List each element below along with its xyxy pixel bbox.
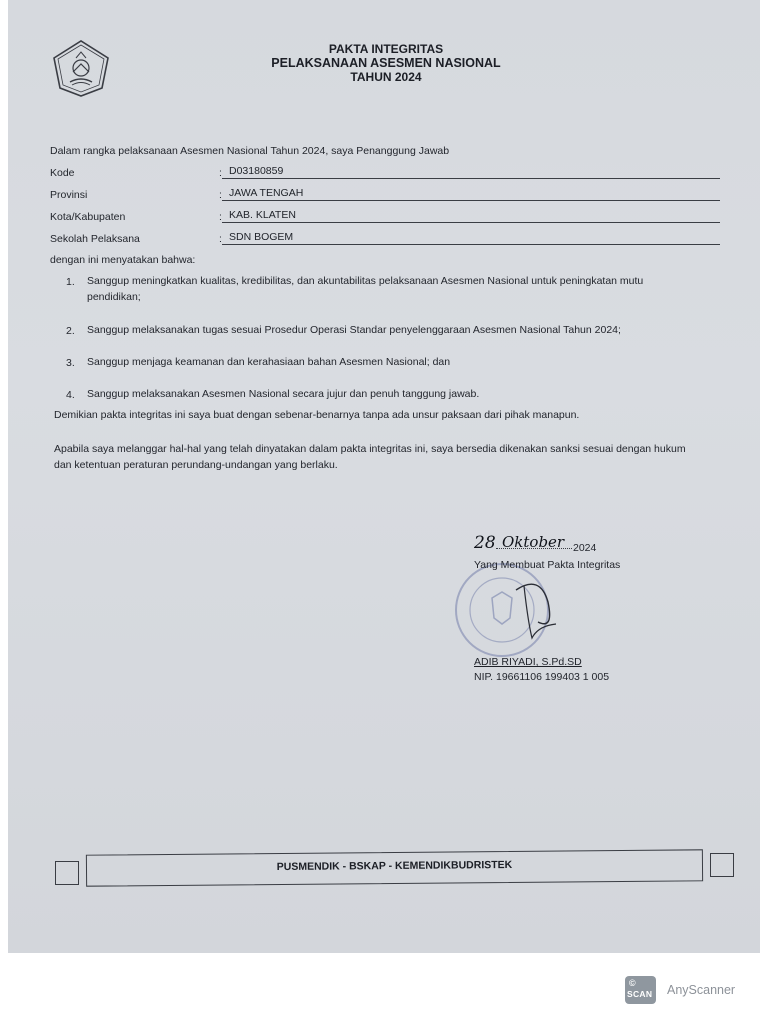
field-value-provinsi: JAWA TENGAH [229,187,304,199]
declaration-lead: dengan ini menyatakan bahwa: [50,254,196,266]
statement-text: Sanggup melaksanakan tugas sesuai Prosedur Operasi Standar penyelenggaraan Asesmen Nasional Tahun 2024; [87,324,621,336]
document-year: TAHUN 2024 [350,70,422,84]
statement-number: 2. [66,325,75,337]
maker-label: Yang Membuat Pakta Integritas [474,559,621,571]
signer-name: ADIB RIYADI, S.Pd.SD [474,656,582,668]
field-colon: : [219,189,222,201]
field-value-kode: D03180859 [229,165,284,177]
date-dotted-line [496,548,572,549]
field-colon: : [219,211,222,223]
field-underline [222,200,720,201]
scanned-page [8,0,760,953]
intro-text: Dalam rangka pelaksanaan Asesmen Nasional Tahun 2024, saya Penanggung Jawab [50,145,450,157]
sanction-statement: Apabila saya melanggar hal-hal yang telah dinyatakan dalam pakta integritas ini, saya bersedia dikenakan sanksi sesuai dengan hukum dan ketentuan peraturan perundang-undangan yang berlaku. [54,443,686,471]
field-value-sekolah: SDN BOGEM [229,231,294,243]
document-subtitle: PELAKSANAAN ASESMEN NASIONAL [271,56,501,70]
statement-number: 4. [66,389,75,401]
brand-name: AnyScanner [667,983,736,997]
statement-text: Sanggup menjaga keamanan dan kerahasiaan bahan Asesmen Nasional; dan [87,356,451,368]
tut-wuri-handayani-logo [48,38,114,98]
signer-nip: NIP. 19661106 199403 1 005 [474,671,610,683]
closing-statement: Demikian pakta integritas ini saya buat dengan sebenar-benarnya tanpa ada unsur paksaan dari pihak manapun. [54,409,580,421]
footer-checkbox-right [710,853,734,877]
field-colon: : [219,233,222,245]
field-underline [222,178,720,179]
field-underline [222,244,720,245]
footer-org: PUSMENDIK - BSKAP - KEMENDIKBUDRISTEK [276,858,513,874]
statement-number: 3. [66,357,75,369]
field-label-provinsi: Provinsi [50,189,88,201]
signature-date-month: Oktober [502,533,565,551]
scan-icon: © SCAN [625,976,656,1004]
statement-number: 1. [66,276,75,288]
field-label-kota: Kota/Kabupaten [50,211,126,223]
field-label-sekolah: Sekolah Pelaksana [50,233,140,245]
field-value-kota: KAB. KLATEN [229,209,296,221]
field-underline [222,222,720,223]
document-title: PAKTA INTEGRITAS [328,42,444,56]
footer-checkbox-left [55,861,79,885]
anyscanner-watermark [625,976,745,1006]
statement-text: Sanggup melaksanakan Asesmen Nasional secara jujur dan penuh tanggung jawab. [87,388,480,400]
statement-text: Sanggup meningkatkan kualitas, kredibilitas, dan akuntabilitas pelaksanaan Asesmen Nasional untuk peningkatan mutu pendidikan; [87,275,644,303]
signature-date-year: 2024 [573,542,597,554]
school-stamp [428,560,578,660]
field-label-kode: Kode [50,167,75,179]
footer-bar [86,849,703,886]
signature-date-day: 28 [474,533,496,553]
field-colon: : [219,167,222,179]
